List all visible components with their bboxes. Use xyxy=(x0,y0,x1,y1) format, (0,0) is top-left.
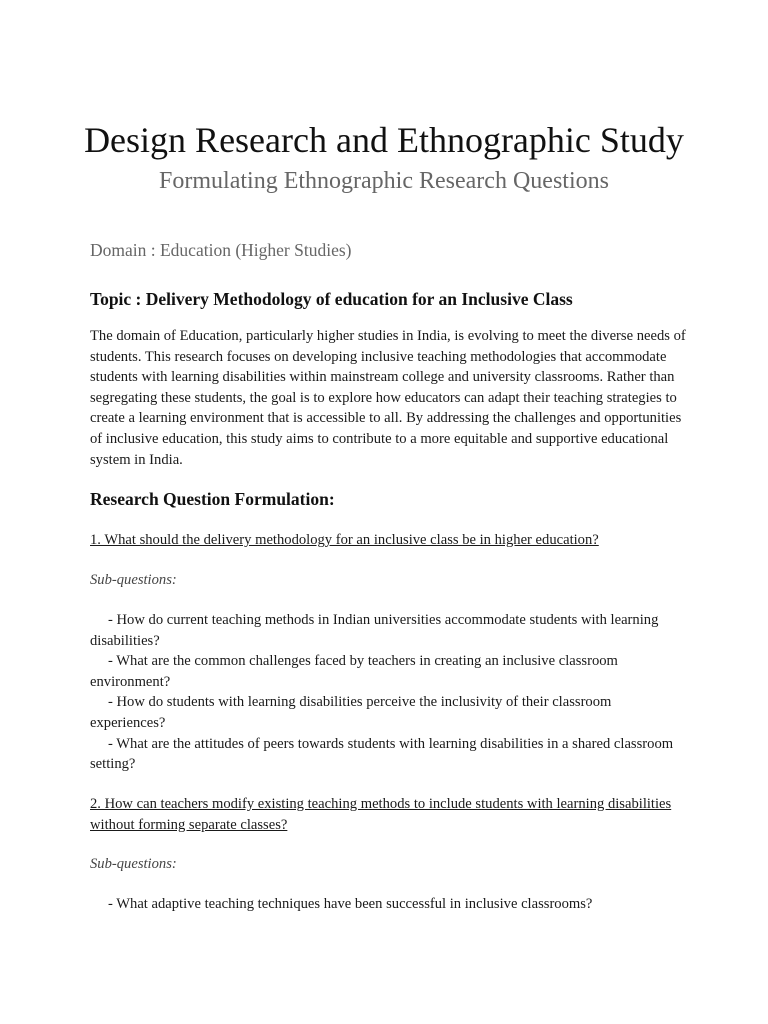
sub-question: - How do current teaching methods in Indian universities accommodate students with learning disabilities? xyxy=(90,612,659,649)
sub-question: - How do students with learning disabilities perceive the inclusivity of their classroom experiences? xyxy=(90,694,612,731)
document-subtitle: Formulating Ethnographic Research Questions xyxy=(159,168,609,194)
intro-paragraph: The domain of Education, particularly higher studies in India, is evolving to meet the diverse needs of students. This research focuses on developing inclusive teaching methodologies that accommodate students with learning disabilities within mainstream college and university classrooms. Rather than segregating these students, the goal is to explore how educators can adapt their teaching strategies to create a learning environment that is accessible to all. By addressing the challenges and opportunities of inclusive education, this study aims to contribute to a more equitable and supportive educational system in India. xyxy=(90,328,686,468)
domain-line: Domain : Education (Higher Studies) xyxy=(90,240,352,260)
question-2: 2. How can teachers modify existing teaching methods to include students with learning disabilities without forming separate classes? xyxy=(90,796,672,833)
sub-questions-label-2: Sub-questions: xyxy=(90,856,177,872)
sub-question: - What adaptive teaching techniques have been successful in inclusive classrooms? xyxy=(108,896,593,912)
sub-question-list-2 xyxy=(90,894,686,915)
document-title: Design Research and Ethnographic Study xyxy=(84,120,684,160)
sub-questions-label-1: Sub-questions: xyxy=(90,572,177,588)
sub-question: - What are the attitudes of peers towards students with learning disabilities in a shared classroom setting? xyxy=(90,735,674,773)
topic-heading: Topic : Delivery Methodology of education for an Inclusive Class xyxy=(90,289,573,309)
sub-question: - What are the common challenges faced by teachers in creating an inclusive classroom environment? xyxy=(90,653,618,690)
research-question-heading: Research Question Formulation: xyxy=(90,489,335,509)
question-1: 1. What should the delivery methodology for an inclusive class be in higher education? xyxy=(90,532,599,548)
sub-question-list-1 xyxy=(90,610,686,775)
